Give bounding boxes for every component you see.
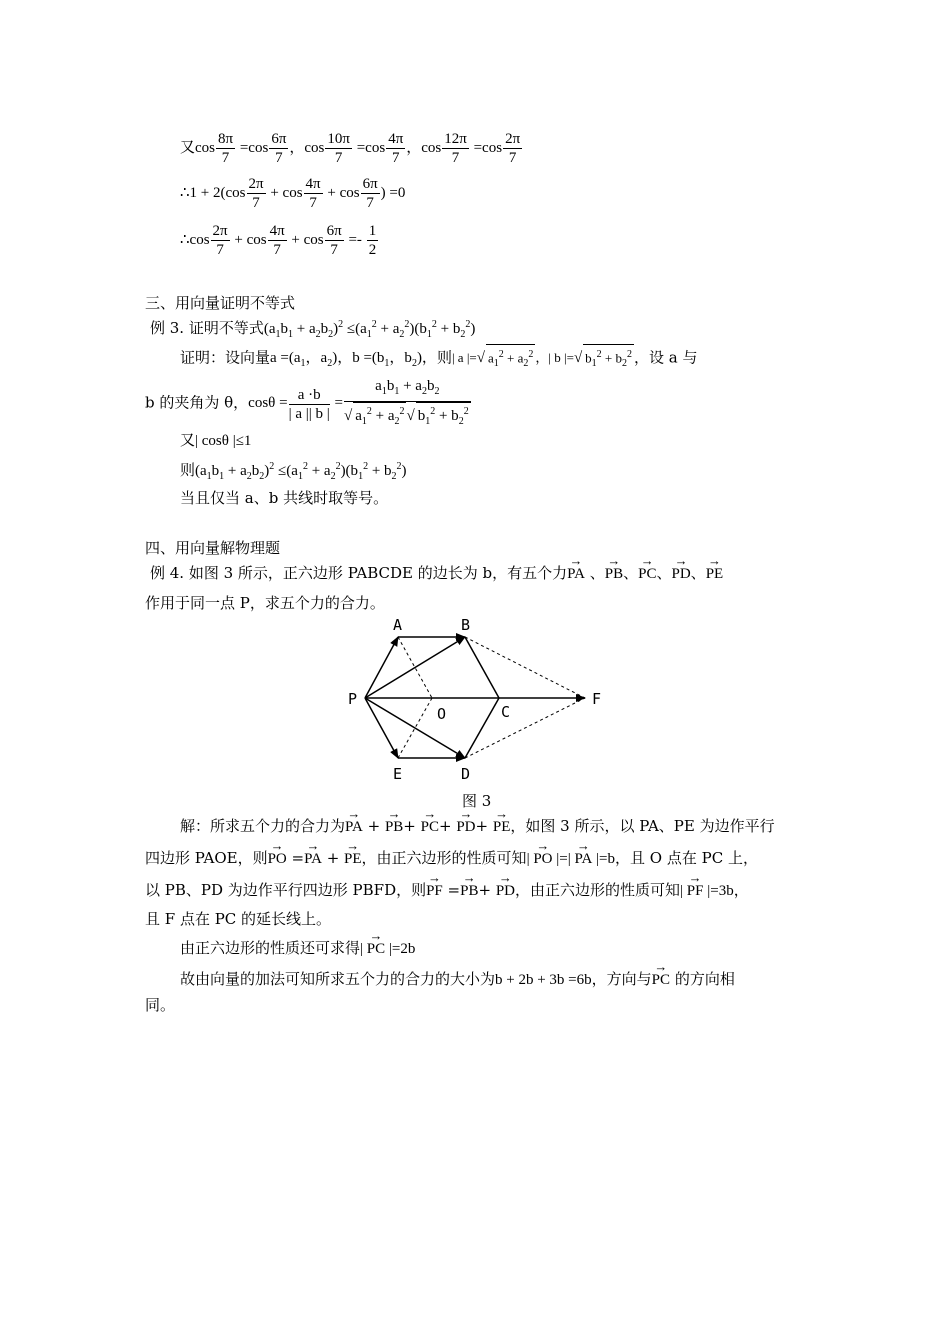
therefore-symbol: ∴ bbox=[180, 185, 190, 201]
solution-text-6a: 故由向量的加法可知所求五个力的合力的大小为 bbox=[180, 970, 496, 988]
equality-condition: 当且仅当 a、b 共线时取等号。 bbox=[180, 489, 389, 507]
label-b: B bbox=[461, 616, 471, 634]
solution-line-1: 解：所求五个力的合力为→ PA + → PB+ → PC+ → PD+ → PE，如图 3 所示，以 PA、PE 为边作平行 bbox=[180, 810, 775, 836]
vector-pe bbox=[365, 698, 398, 758]
solution-text-1a: 解：所求五个力的合力为 bbox=[180, 817, 346, 835]
solution-text-2b: ，由正六边形的性质可知 bbox=[361, 849, 527, 867]
then-word: 则 bbox=[436, 348, 452, 367]
proof-line-4: 则$(a_1b_1 + a_2b_2)^2 \le(a_1^2 + a_2^2)(b_1^2 + b_2^2)$ bbox=[180, 461, 407, 482]
solution-text-3b: ，由正六边形的性质可知 bbox=[515, 881, 681, 899]
eq-zero: =0 bbox=[389, 185, 406, 201]
proof-intro: 证明：设向量 bbox=[180, 348, 271, 367]
hexagon-force-diagram bbox=[340, 612, 610, 787]
example-3-label: 例 3. 证明不等式 bbox=[150, 319, 264, 337]
vector-pd bbox=[365, 698, 465, 758]
dash-bf bbox=[465, 637, 585, 698]
label-d: D bbox=[461, 765, 471, 783]
text-you: 又 bbox=[180, 140, 196, 156]
label-e: E bbox=[393, 765, 403, 783]
proof-line-3: 又| cosθ |≤1 bbox=[180, 431, 252, 449]
b-angle-text: b 的夹角为 θ， bbox=[145, 393, 249, 412]
dash-df bbox=[465, 698, 585, 758]
vector-pa bbox=[365, 637, 398, 698]
solution-line-5: 由正六边形的性质还可求得| → PC |=2b bbox=[180, 932, 415, 959]
solution-text-2a: 四边形 PAOE，则 bbox=[145, 849, 268, 867]
label-f: F bbox=[592, 690, 602, 708]
example-4-line-1: 例 4. 如图 3 所示，正六边形 PABCDE 的边长为 b，有五个力→ PA 、→ PB、→ PC、→ PD、→ PE bbox=[150, 557, 723, 583]
cos-identity-line-3: ∴cos $\frac{2\pi}{7}$ + cos $\frac{4\pi}{7}$ + cos $\frac{6\pi}{7}$ =- $\frac{1}{2}$ bbox=[180, 223, 377, 259]
solution-text-6b: ，方向与 bbox=[591, 970, 652, 988]
cos-identity-line-1: 又cos $\frac{8\pi}{7}$ =cos $\frac{6\pi}{7}$ ，cos $\frac{10\pi}{7}$ =cos $\frac{4\pi}{7}$ ，cos $\frac{12\pi}{7}$ =cos $\frac{2\pi}{7}$ bbox=[180, 131, 521, 167]
solution-line-3: 以 PB、PD 为边作平行四边形 PBFD，则→ PF =→ PB+ → PD，由正六边形的性质可知| → PF |=3b， bbox=[145, 874, 749, 901]
proof-line-1: 证明：设向量$a =(a_1$，$a_2$)，$b =(b_1$，$b_2$)，则| a |=√ $a_1^2 + a_2^2$ ，| b |=√ $b_1^2 + b_2^2$ ，设 a 与 bbox=[180, 344, 698, 374]
label-p: P bbox=[348, 690, 358, 708]
example-4-line-2: 作用于同一点 P，求五个力的合力。 bbox=[145, 594, 385, 612]
solution-text-1b: ，如图 3 所示，以 PA、PE 为边作平行 bbox=[510, 817, 775, 835]
then-word-2: 则 bbox=[180, 461, 196, 479]
label-c: C bbox=[501, 703, 511, 721]
section-4-title: 四、用向量解物理题 bbox=[145, 539, 281, 557]
cos-identity-line-2: ∴1 + 2(cos $\frac{2\pi}{7}$ + cos $\frac{4\pi}{7}$ + cos $\frac{6\pi}{7}$ ) =0 bbox=[180, 176, 406, 212]
eq-minus: =- bbox=[348, 232, 366, 248]
section-3-title: 三、用向量证明不等式 bbox=[145, 294, 296, 312]
example-4-text: 例 4. 如图 3 所示，正六边形 PABCDE 的边长为 b，有五个力 bbox=[150, 564, 568, 582]
solution-text-3a: 以 PB、PD 为边作平行四边形 PBFD，则 bbox=[145, 881, 427, 899]
solution-line-2: 四边形 PAOE，则→ PO =→ PA + → PE，由正六边形的性质可知| → PO |=| → PA |=b，且 O 点在 PC 上， bbox=[145, 842, 758, 869]
solution-line-7: 同。 bbox=[145, 996, 176, 1014]
figure-caption: 图 3 bbox=[462, 792, 492, 810]
vector-pb bbox=[365, 637, 465, 698]
proof-line-2: b 的夹角为 θ，cosθ = $\frac{a \cdot b}{| a || b |}$ = $\frac{a_1b_1 + a_2b_2}{√ a_1^2 + a_2^2 √ b_1^2 + b_2^2}$ bbox=[145, 377, 472, 431]
label-a: A bbox=[393, 616, 403, 634]
therefore-symbol: ∴ bbox=[180, 232, 190, 248]
again-word: 又 bbox=[180, 431, 196, 449]
solution-line-6: 故由向量的加法可知所求五个力的合力的大小为b + 2b + 3b =6b，方向与→ PC 的方向相 bbox=[180, 963, 735, 990]
solution-text-2c: ，且 O 点在 PC 上， bbox=[615, 849, 758, 867]
set-angle-text: ，设 a 与 bbox=[634, 348, 698, 367]
solution-line-4: 且 F 点在 PC 的延长线上。 bbox=[145, 910, 332, 928]
label-o: O bbox=[437, 705, 447, 723]
solution-text-6c: 的方向相 bbox=[674, 970, 735, 988]
solution-text-5: 由正六边形的性质还可求得 bbox=[180, 939, 361, 957]
example-3-statement: 例 3. 证明不等式$(a_1b_1 + a_2b_2)^2 \le(a_1^2 + a_2^2)(b_1^2 + b_2^2)$ bbox=[150, 319, 476, 340]
